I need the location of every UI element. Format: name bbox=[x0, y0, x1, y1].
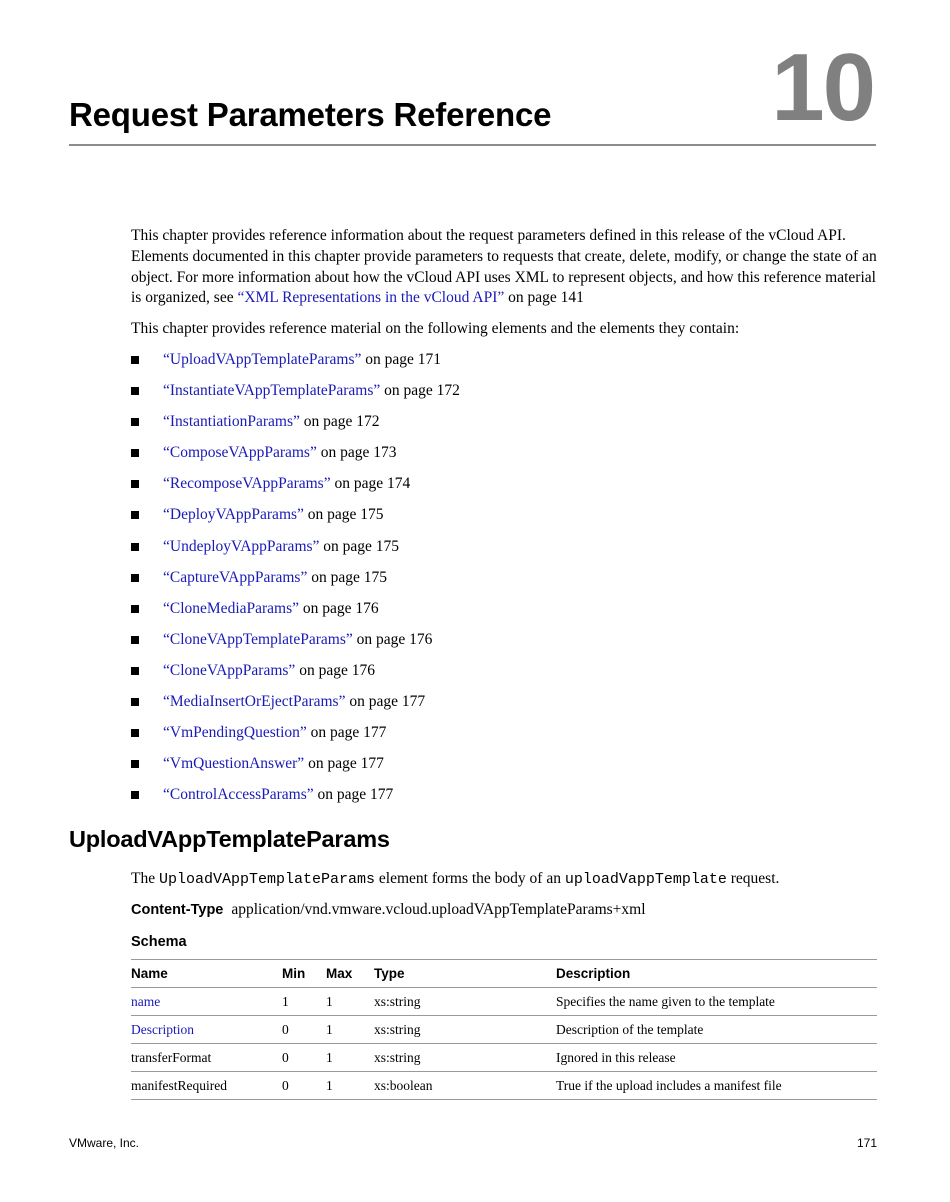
cell-description: True if the upload includes a manifest file bbox=[556, 1072, 877, 1100]
bullet-square-icon bbox=[131, 418, 139, 426]
list-item bbox=[131, 411, 877, 442]
element-link[interactable]: Description bbox=[131, 1021, 194, 1037]
list-item bbox=[131, 691, 877, 722]
cell-description: Description of the template bbox=[556, 1016, 877, 1044]
xml-representations-link[interactable]: “XML Representations in the vCloud API” bbox=[237, 289, 505, 307]
cell-max: 1 bbox=[326, 1044, 374, 1072]
toc-link[interactable]: “CaptureVAppParams” bbox=[163, 568, 308, 586]
toc-link[interactable]: “InstantiationParams” bbox=[163, 413, 300, 431]
toc-link[interactable]: “CloneMediaParams” bbox=[163, 599, 300, 617]
table-row bbox=[131, 1072, 877, 1100]
toc-link[interactable]: “MediaInsertOrEjectParams” bbox=[163, 693, 346, 711]
desc-pre: The bbox=[131, 870, 159, 887]
content-type-row bbox=[131, 899, 646, 921]
column-header: Name bbox=[131, 960, 282, 988]
schema-label: Schema bbox=[131, 934, 187, 950]
cell-name bbox=[131, 1016, 282, 1044]
list-item bbox=[131, 660, 877, 691]
bullet-square-icon bbox=[131, 791, 139, 799]
list-item bbox=[131, 722, 877, 753]
list-item bbox=[131, 380, 877, 411]
intro-paragraph bbox=[131, 226, 877, 309]
content-type-label: Content-Type bbox=[131, 902, 224, 918]
cell-type: xs:string bbox=[374, 1016, 556, 1044]
bullet-square-icon bbox=[131, 636, 139, 644]
toc-link[interactable]: “ControlAccessParams” bbox=[163, 786, 314, 804]
list-item bbox=[131, 536, 877, 567]
cell-min: 0 bbox=[282, 1044, 326, 1072]
element-code: UploadVAppTemplateParams bbox=[158, 871, 376, 888]
toc-page: on page 174 bbox=[330, 475, 411, 493]
toc-page: on page 175 bbox=[303, 506, 384, 524]
list-item bbox=[131, 784, 877, 815]
toc-link[interactable]: “CloneVAppTemplateParams” bbox=[163, 630, 353, 648]
toc-link[interactable]: “UploadVAppTemplateParams” bbox=[163, 351, 362, 368]
schema-table bbox=[131, 959, 877, 1100]
cell-min: 0 bbox=[282, 1016, 326, 1044]
toc-page: on page 177 bbox=[313, 786, 394, 804]
list-item bbox=[131, 598, 877, 629]
cell-type: xs:string bbox=[374, 988, 556, 1016]
toc-page: on page 177 bbox=[345, 693, 426, 711]
element-link[interactable]: name bbox=[131, 993, 161, 1009]
list-item bbox=[131, 629, 877, 660]
list-item bbox=[131, 473, 877, 504]
cell-min: 0 bbox=[282, 1072, 326, 1100]
content-type-value: application/vnd.vmware.vcloud.uploadVAppTemplateParams+xml bbox=[231, 901, 646, 918]
toc-link[interactable]: “UndeployVAppParams” bbox=[163, 537, 320, 555]
bullet-square-icon bbox=[131, 480, 139, 488]
toc-page: on page 172 bbox=[380, 382, 460, 400]
cell-max: 1 bbox=[326, 1016, 374, 1044]
column-header: Min bbox=[282, 960, 326, 988]
cell-type: xs:boolean bbox=[374, 1072, 556, 1100]
bullet-square-icon bbox=[131, 605, 139, 613]
toc-page: on page 177 bbox=[306, 724, 387, 742]
toc-page: on page 172 bbox=[299, 413, 380, 431]
cell-description: Specifies the name given to the template bbox=[556, 988, 877, 1016]
list-item bbox=[131, 349, 877, 380]
list-item bbox=[131, 753, 877, 784]
chapter-title: Request Parameters Reference bbox=[69, 96, 552, 133]
cell-min: 1 bbox=[282, 988, 326, 1016]
chapter-number: 10 bbox=[771, 34, 874, 141]
section-heading: UploadVAppTemplateParams bbox=[69, 826, 390, 852]
list-item bbox=[131, 504, 877, 535]
footer-company: VMware, Inc. bbox=[69, 1136, 140, 1150]
cell-name: transferFormat bbox=[131, 1044, 282, 1072]
bullet-square-icon bbox=[131, 667, 139, 675]
footer-page-number: 171 bbox=[856, 1136, 877, 1150]
toc-page: on page 171 bbox=[361, 351, 441, 368]
toc-link[interactable]: “ComposeVAppParams” bbox=[163, 444, 317, 462]
toc-link[interactable]: “RecomposeVAppParams” bbox=[163, 475, 331, 493]
toc-page: on page 176 bbox=[299, 599, 379, 617]
list-item bbox=[131, 442, 877, 473]
bullet-square-icon bbox=[131, 387, 139, 395]
bullet-square-icon bbox=[131, 698, 139, 706]
bullet-square-icon bbox=[131, 511, 139, 519]
cell-name: manifestRequired bbox=[131, 1072, 282, 1100]
toc-link[interactable]: “CloneVAppParams” bbox=[163, 661, 296, 679]
intro-page-ref: on page 141 bbox=[504, 289, 584, 307]
toc-page: on page 175 bbox=[319, 537, 400, 555]
bullet-square-icon bbox=[131, 729, 139, 737]
table-row bbox=[131, 1016, 877, 1044]
intro-text: This chapter provides reference information about the request parameters defined in this release of the vCloud API. Elements documented in this chapter provide parameters to requests that create, delete, modify, or change the state of an object. For more information about how the vCloud API uses XML to represent objects, and how this reference material is organized, see bbox=[131, 227, 877, 307]
chapter-header bbox=[69, 34, 876, 146]
bullet-square-icon bbox=[131, 356, 139, 364]
column-header: Type bbox=[374, 960, 556, 988]
bullet-square-icon bbox=[131, 760, 139, 768]
bullet-square-icon bbox=[131, 449, 139, 457]
table-header-row bbox=[131, 960, 877, 988]
bullet-square-icon bbox=[131, 543, 139, 551]
bullet-square-icon bbox=[131, 574, 139, 582]
intro-paragraph-2: This chapter provides reference material on the following elements and the elements they contain: bbox=[131, 320, 740, 337]
element-description bbox=[131, 868, 779, 891]
toc-link[interactable]: “VmPendingQuestion” bbox=[163, 724, 307, 742]
cell-description: Ignored in this release bbox=[556, 1044, 877, 1072]
element-toc-list bbox=[131, 349, 877, 815]
table-row bbox=[131, 988, 877, 1016]
cell-type: xs:string bbox=[374, 1044, 556, 1072]
column-header: Description bbox=[556, 960, 877, 988]
toc-page: on page 173 bbox=[316, 444, 397, 462]
column-header: Max bbox=[326, 960, 374, 988]
toc-link[interactable]: “InstantiateVAppTemplateParams” bbox=[163, 382, 381, 400]
toc-page: on page 176 bbox=[295, 661, 375, 679]
table-row bbox=[131, 1044, 877, 1072]
cell-max: 1 bbox=[326, 1072, 374, 1100]
cell-max: 1 bbox=[326, 988, 374, 1016]
toc-page: on page 176 bbox=[352, 630, 433, 648]
cell-name bbox=[131, 988, 282, 1016]
desc-post: request. bbox=[726, 870, 780, 887]
toc-page: on page 177 bbox=[304, 755, 384, 773]
toc-page: on page 175 bbox=[307, 568, 387, 586]
toc-link[interactable]: “DeployVAppParams” bbox=[163, 506, 304, 524]
desc-mid: element forms the body of an bbox=[375, 870, 565, 887]
toc-link[interactable]: “VmQuestionAnswer” bbox=[163, 755, 305, 773]
request-code: uploadVappTemplate bbox=[564, 871, 727, 888]
list-item bbox=[131, 567, 877, 598]
